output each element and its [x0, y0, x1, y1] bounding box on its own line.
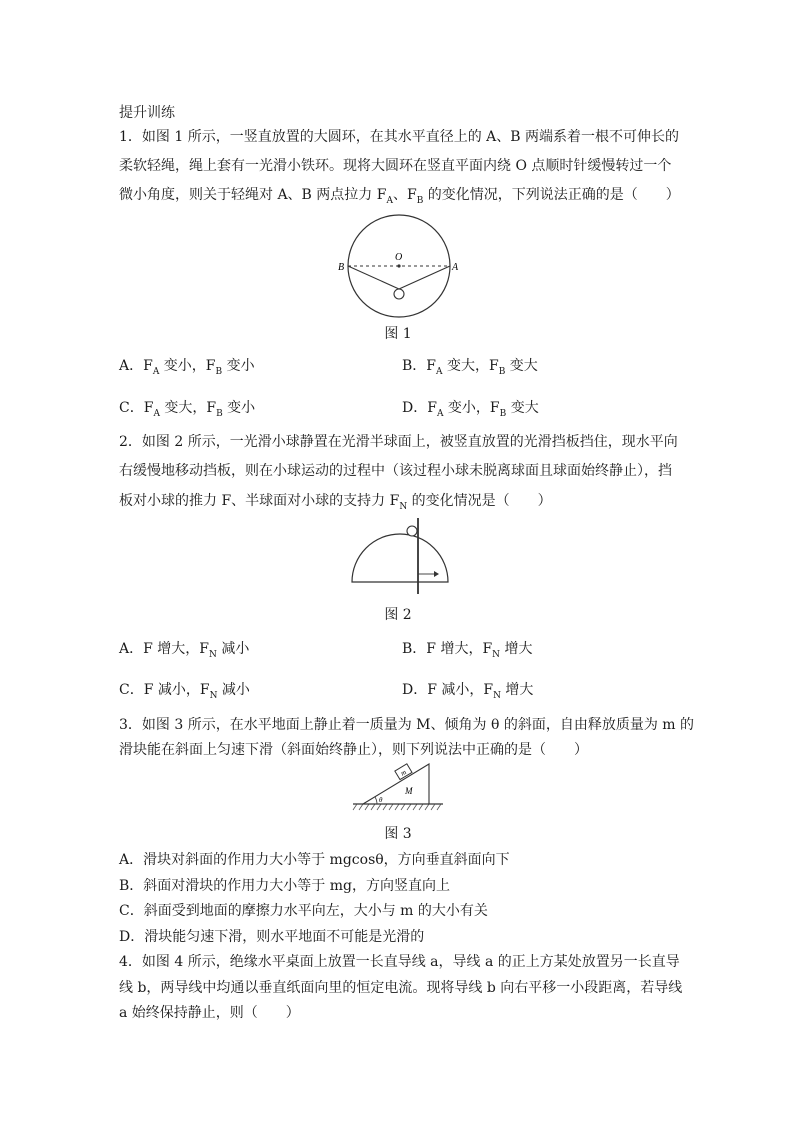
q3-option-b[interactable]: B．斜面对滑块的作用力大小等于 mg，方向竖直向上 — [119, 878, 450, 894]
q2-option-a[interactable]: A．F 增大，$F_N$ 减小 — [119, 641, 250, 660]
label-b: B — [338, 262, 345, 273]
ground-hatching — [353, 804, 441, 810]
center-point — [397, 264, 400, 267]
q1-option-d[interactable]: D．$F_A$ 变小，$F_B$ 变大 — [402, 400, 539, 419]
angle-arc — [375, 797, 377, 804]
q3-line-2: 滑块能在斜面上匀速下滑（斜面始终静止），则下列说法中正确的是（ ） — [119, 742, 588, 758]
hemisphere — [352, 534, 448, 582]
q2-line-2: 右缓慢地移动挡板，则在小球运动的过程中（该过程小球未脱离球面且球面始终静止），挡 — [119, 463, 672, 479]
q3-option-a[interactable]: A．滑块对斜面的作用力大小等于 mgcosθ，方向垂直斜面向下 — [119, 852, 510, 868]
q1-option-a[interactable]: A．$F_A$ 变小，$F_B$ 变小 — [119, 358, 255, 377]
label-big-m: M — [405, 786, 413, 796]
move-arrow-head — [434, 571, 439, 577]
figure-1-caption: 图 1 — [384, 326, 412, 342]
label-a: A — [452, 262, 459, 273]
q3-option-d[interactable]: D．滑块能匀速下滑，则水平地面不可能是光滑的 — [119, 929, 425, 945]
q2-option-c[interactable]: C．F 减小，$F_N$ 减小 — [119, 682, 250, 701]
label-theta: θ — [379, 796, 383, 804]
q1-option-b[interactable]: B．$F_A$ 变大，$F_B$ 变大 — [402, 358, 538, 377]
rope-right — [399, 266, 450, 289]
q2-line-1: 2．如图 2 所示，一光滑小球静置在光滑半球面上，被竖直放置的光滑挡板挡住，现水平向 — [119, 434, 678, 450]
q1-line-2: 柔软轻绳，绳上套有一光滑小铁环。现将大圆环在竖直平面内绕 O 点顺时针缓慢转过一个 — [119, 158, 672, 174]
q1-option-c[interactable]: C．$F_A$ 变大，$F_B$ 变小 — [119, 400, 256, 419]
figure-2-caption: 图 2 — [384, 607, 412, 623]
q4-line-2: 线 b，两导线中均通以垂直纸面向里的恒定电流。现将导线 b 向右平移一小段距离，若导线 — [119, 980, 683, 996]
figure-3-incline-diagram — [353, 760, 443, 816]
rope-left — [348, 266, 399, 289]
q1-line-1: 1．如图 1 所示，一竖直放置的大圆环，在其水平直径上的 A、B 两端系着一根不可伸长的 — [119, 129, 680, 145]
label-m-block: m — [399, 768, 408, 778]
q3-line-1: 3．如图 3 所示，在水平地面上静止着一质量为 M、倾角为 θ 的斜面，自由释放质量为 m 的 — [119, 717, 695, 733]
figure-1-ring-diagram — [338, 211, 459, 321]
q2-option-d[interactable]: D．F 减小，$F_N$ 增大 — [402, 682, 534, 701]
q4-line-1: 4．如图 4 所示，绝缘水平桌面上放置一长直导线 a，导线 a 的正上方某处放置另一长直导 — [119, 954, 680, 970]
q2-option-b[interactable]: B．F 增大，$F_N$ 增大 — [402, 641, 533, 660]
sliding-block — [395, 764, 412, 780]
figure-3-caption: 图 3 — [384, 826, 412, 842]
small-ball — [407, 526, 417, 536]
section-heading: 提升训练 — [119, 105, 175, 121]
q3-option-c[interactable]: C．斜面受到地面的摩擦力水平向左，大小与 m 的大小有关 — [119, 903, 488, 919]
figure-2-hemisphere-diagram — [350, 516, 450, 596]
q2-line-3: 板对小球的推力 F、半球面对小球的支持力 $F_N$ 的变化情况是（ ） — [119, 493, 552, 512]
q1-line-3: 微小角度，则关于轻绳对 A、B 两点拉力 $F_A$、$F_B$ 的变化情况，下列说法正确的是（ ） — [119, 187, 680, 206]
q4-line-3: a 始终保持静止，则（ ） — [119, 1005, 300, 1021]
small-iron-ring — [394, 289, 404, 299]
label-o: O — [395, 252, 403, 263]
